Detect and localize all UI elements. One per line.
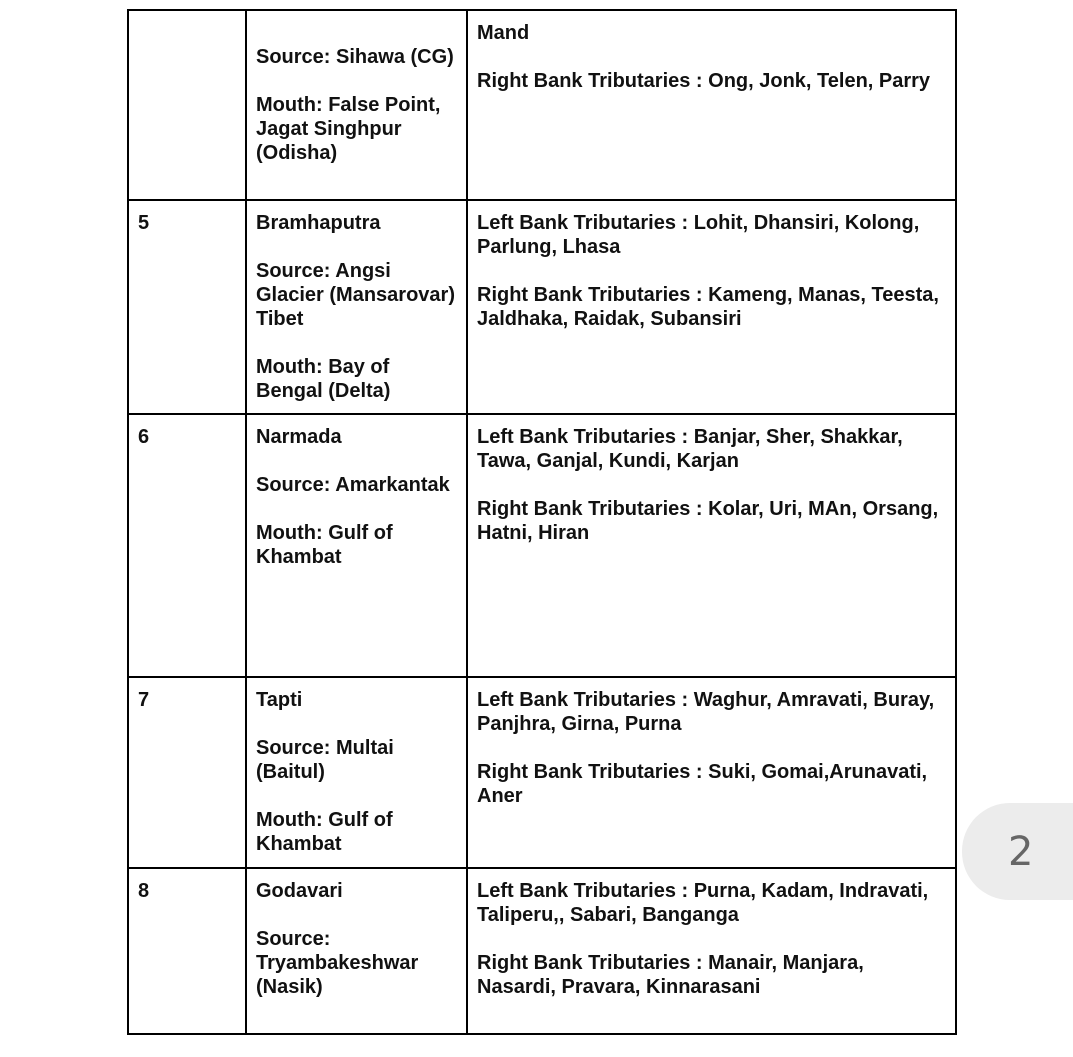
left-bank-tributaries: Left Bank Tributaries : Waghur, Amravati, Buray, Panjhra, Girna, Purna — [477, 689, 935, 735]
left-bank-tributaries: Left Bank Tributaries : Lohit, Dhansiri, Kolong, Parlung, Lhasa — [477, 212, 920, 258]
serial-number: 6 — [138, 426, 150, 448]
rivers-table — [127, 9, 957, 1035]
left-bank-tributaries: Left Bank Tributaries : Banjar, Sher, Shakkar, Tawa, Ganjal, Kundi, Karjan — [477, 426, 903, 472]
page-number: 2 — [1008, 828, 1034, 875]
river-cell — [246, 414, 467, 677]
river-name: Godavari — [256, 880, 343, 902]
river-cell — [246, 677, 467, 868]
tributaries-cell — [467, 200, 956, 414]
right-bank-tributaries: Right Bank Tributaries : Suki, Gomai,Arunavati, Aner — [477, 761, 928, 807]
table-row — [128, 414, 956, 677]
river-mouth: Mouth: Gulf of Khambat — [256, 809, 393, 855]
river-source: Source: Multai (Baitul) — [256, 737, 394, 783]
page-number-badge — [962, 803, 1073, 900]
table-row — [128, 200, 956, 414]
river-cell — [246, 868, 467, 1034]
serial-number-cell — [128, 414, 246, 677]
table-row — [128, 677, 956, 868]
right-bank-tributaries: Right Bank Tributaries : Ong, Jonk, Telen, Parry — [477, 70, 931, 92]
serial-number-cell — [128, 200, 246, 414]
right-bank-tributaries: Right Bank Tributaries : Manair, Manjara, Nasardi, Pravara, Kinnarasani — [477, 952, 864, 998]
river-cell — [246, 200, 467, 414]
river-source: Source: Tryambakeshwar (Nasik) — [256, 928, 419, 998]
left-bank-tributaries: Left Bank Tributaries : Purna, Kadam, Indravati, Taliperu,, Sabari, Banganga — [477, 880, 929, 926]
river-source: Source: Angsi Glacier (Mansarovar) Tibet — [256, 260, 455, 330]
river-name: Bramhaputra — [256, 212, 381, 234]
serial-number: 8 — [138, 880, 150, 902]
river-name: Tapti — [256, 689, 303, 711]
tributaries-cell — [467, 868, 956, 1034]
tributaries-cell — [467, 414, 956, 677]
river-cell — [246, 10, 467, 200]
river-mouth: Mouth: Bay of Bengal (Delta) — [256, 356, 391, 402]
river-source: Source: Amarkantak — [256, 474, 450, 496]
tributaries-cell — [467, 10, 956, 200]
river-name: Narmada — [256, 426, 342, 448]
right-bank-tributaries: Right Bank Tributaries : Kameng, Manas, Teesta, Jaldhaka, Raidak, Subansiri — [477, 284, 939, 330]
table-row — [128, 868, 956, 1034]
serial-number: 7 — [138, 689, 150, 711]
serial-number-cell — [128, 10, 246, 200]
table-row — [128, 10, 956, 200]
river-mouth: Mouth: Gulf of Khambat — [256, 522, 393, 568]
right-bank-tributaries: Right Bank Tributaries : Kolar, Uri, MAn, Orsang, Hatni, Hiran — [477, 498, 939, 544]
river-source: Source: Sihawa (CG) — [256, 46, 454, 68]
serial-number-cell — [128, 868, 246, 1034]
river-mouth: Mouth: False Point, Jagat Singhpur (Odisha) — [256, 94, 441, 164]
left-bank-tributaries: Mand — [477, 22, 530, 44]
serial-number-cell — [128, 677, 246, 868]
serial-number: 5 — [138, 212, 150, 234]
tributaries-cell — [467, 677, 956, 868]
